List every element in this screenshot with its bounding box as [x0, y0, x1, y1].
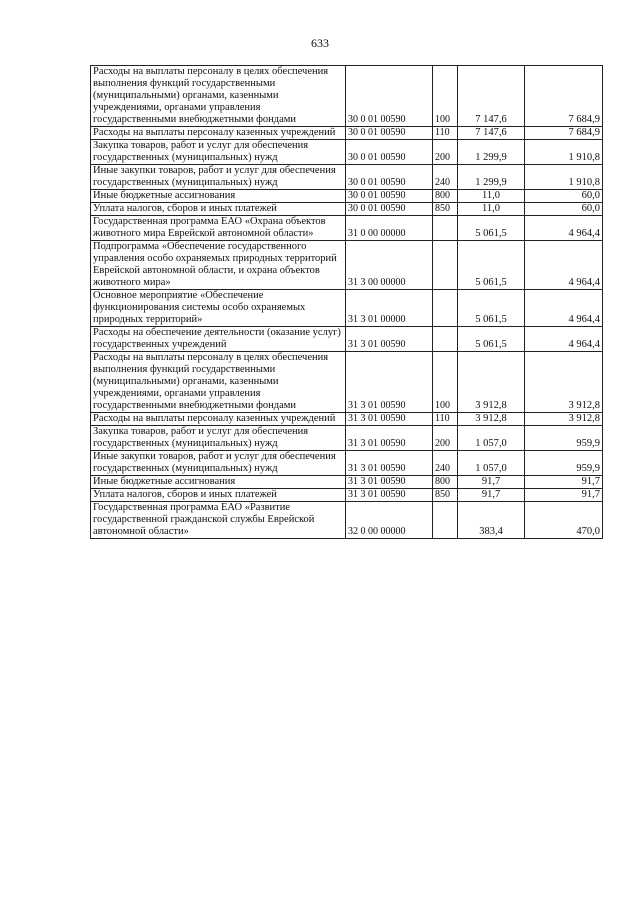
table-row — [91, 190, 603, 203]
row-value-2: 7 684,9 — [525, 66, 603, 127]
row-code: 30 0 01 00590 — [346, 190, 433, 203]
row-code: 31 3 01 00590 — [346, 489, 433, 502]
table-row — [91, 451, 603, 476]
row-expense-type: 850 — [433, 203, 458, 216]
row-value-2: 959,9 — [525, 426, 603, 451]
row-name: Расходы на выплаты персоналу казенных учреждений — [91, 413, 346, 426]
row-expense-type — [433, 241, 458, 290]
row-name: Иные бюджетные ассигнования — [91, 476, 346, 489]
row-value-1: 5 061,5 — [458, 241, 525, 290]
table-row — [91, 203, 603, 216]
row-name: Расходы на выплаты персоналу в целях обеспечения выполнения функций государственными (муниципальными) органами, казенными учреждениями, органами управления государственными внебюджетными фондами — [91, 66, 346, 127]
table-row — [91, 66, 603, 127]
row-value-2: 959,9 — [525, 451, 603, 476]
page-number: 633 — [311, 36, 329, 50]
budget-table — [90, 65, 603, 539]
row-code: 31 0 00 00000 — [346, 216, 433, 241]
row-code: 31 3 01 00590 — [346, 352, 433, 413]
row-expense-type: 240 — [433, 165, 458, 190]
row-expense-type: 110 — [433, 413, 458, 426]
row-value-2: 60,0 — [525, 203, 603, 216]
row-expense-type — [433, 216, 458, 241]
row-name: Иные бюджетные ассигнования — [91, 190, 346, 203]
row-value-1: 3 912,8 — [458, 352, 525, 413]
row-name: Подпрограмма «Обеспечение государственного управления особо охраняемых природных территорий Еврейской автономной области, и охрана объектов животного мира» — [91, 241, 346, 290]
row-value-2: 4 964,4 — [525, 241, 603, 290]
row-expense-type — [433, 327, 458, 352]
row-value-2: 3 912,8 — [525, 413, 603, 426]
row-value-2: 1 910,8 — [525, 165, 603, 190]
row-value-1: 91,7 — [458, 489, 525, 502]
row-value-2: 60,0 — [525, 190, 603, 203]
row-code: 31 3 01 00590 — [346, 451, 433, 476]
row-value-1: 1 057,0 — [458, 426, 525, 451]
table-row — [91, 502, 603, 539]
row-value-2: 1 910,8 — [525, 140, 603, 165]
row-code: 31 3 01 00590 — [346, 413, 433, 426]
row-value-2: 4 964,4 — [525, 327, 603, 352]
row-expense-type: 200 — [433, 426, 458, 451]
row-code: 32 0 00 00000 — [346, 502, 433, 539]
row-value-1: 1 299,9 — [458, 140, 525, 165]
table-row — [91, 413, 603, 426]
row-code: 30 0 01 00590 — [346, 165, 433, 190]
row-value-2: 3 912,8 — [525, 352, 603, 413]
row-code: 31 3 01 00000 — [346, 290, 433, 327]
row-expense-type: 200 — [433, 140, 458, 165]
row-expense-type: 110 — [433, 127, 458, 140]
row-value-1: 7 147,6 — [458, 66, 525, 127]
row-name: Государственная программа ЕАО «Развитие государственной гражданской службы Еврейской автономной области» — [91, 502, 346, 539]
row-value-1: 5 061,5 — [458, 290, 525, 327]
row-value-1: 91,7 — [458, 476, 525, 489]
row-value-1: 5 061,5 — [458, 216, 525, 241]
row-code: 30 0 01 00590 — [346, 203, 433, 216]
table-row — [91, 216, 603, 241]
row-name: Основное мероприятие «Обеспечение функционирования системы особо охраняемых природных территорий» — [91, 290, 346, 327]
row-code: 30 0 01 00590 — [346, 140, 433, 165]
table-row — [91, 165, 603, 190]
table-row — [91, 476, 603, 489]
table-row — [91, 352, 603, 413]
row-code: 30 0 01 00590 — [346, 66, 433, 127]
row-value-1: 11,0 — [458, 190, 525, 203]
row-name: Закупка товаров, работ и услуг для обеспечения государственных (муниципальных) нужд — [91, 140, 346, 165]
row-value-2: 91,7 — [525, 489, 603, 502]
row-name: Уплата налогов, сборов и иных платежей — [91, 489, 346, 502]
row-expense-type: 850 — [433, 489, 458, 502]
row-code: 31 3 01 00590 — [346, 426, 433, 451]
row-name: Расходы на обеспечение деятельности (оказание услуг) государственных учреждений — [91, 327, 346, 352]
row-value-2: 470,0 — [525, 502, 603, 539]
row-value-1: 3 912,8 — [458, 413, 525, 426]
row-code: 30 0 01 00590 — [346, 127, 433, 140]
table-row — [91, 290, 603, 327]
table-row — [91, 241, 603, 290]
table-row — [91, 489, 603, 502]
row-value-2: 4 964,4 — [525, 216, 603, 241]
row-name: Государственная программа ЕАО «Охрана объектов животного мира Еврейской автономной области» — [91, 216, 346, 241]
row-expense-type: 240 — [433, 451, 458, 476]
row-value-1: 5 061,5 — [458, 327, 525, 352]
row-expense-type — [433, 290, 458, 327]
row-name: Уплата налогов, сборов и иных платежей — [91, 203, 346, 216]
row-value-1: 383,4 — [458, 502, 525, 539]
row-expense-type: 100 — [433, 66, 458, 127]
row-name: Закупка товаров, работ и услуг для обеспечения государственных (муниципальных) нужд — [91, 426, 346, 451]
table-row — [91, 127, 603, 140]
table-row — [91, 140, 603, 165]
row-name: Иные закупки товаров, работ и услуг для обеспечения государственных (муниципальных) нужд — [91, 165, 346, 190]
row-expense-type: 800 — [433, 190, 458, 203]
row-code: 31 3 01 00590 — [346, 476, 433, 489]
row-name: Расходы на выплаты персоналу в целях обеспечения выполнения функций государственными (муниципальными) органами, казенными учреждениями, органами управления государственными внебюджетными фондами — [91, 352, 346, 413]
row-expense-type: 800 — [433, 476, 458, 489]
table-row — [91, 426, 603, 451]
row-value-1: 1 299,9 — [458, 165, 525, 190]
row-code: 31 3 01 00590 — [346, 327, 433, 352]
table-row — [91, 327, 603, 352]
row-value-2: 4 964,4 — [525, 290, 603, 327]
row-name: Иные закупки товаров, работ и услуг для обеспечения государственных (муниципальных) нужд — [91, 451, 346, 476]
row-value-1: 7 147,6 — [458, 127, 525, 140]
row-value-2: 91,7 — [525, 476, 603, 489]
row-code: 31 3 00 00000 — [346, 241, 433, 290]
row-name: Расходы на выплаты персоналу казенных учреждений — [91, 127, 346, 140]
row-expense-type: 100 — [433, 352, 458, 413]
row-value-1: 1 057,0 — [458, 451, 525, 476]
row-value-2: 7 684,9 — [525, 127, 603, 140]
row-expense-type — [433, 502, 458, 539]
row-value-1: 11,0 — [458, 203, 525, 216]
